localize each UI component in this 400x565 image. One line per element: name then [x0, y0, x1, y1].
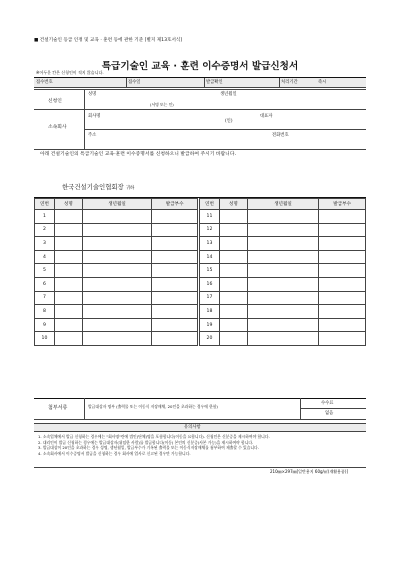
- company-section-label: 소속회사: [48, 125, 67, 130]
- notice-item: 3. 발급대상이 20인을 초과하는 경우 성명, 생년월일, 발급부수가 기록된 출력물 또는 이동식저장매체를 첨부하여 제출할 수 있습니다.: [38, 445, 259, 450]
- table-row: 10: [35, 332, 198, 346]
- company-address-field[interactable]: [100, 133, 265, 142]
- processing-period-label: 처리기간: [281, 80, 298, 85]
- applicant-section-label: 신청인: [48, 99, 62, 104]
- receipt-row: [34, 78, 366, 87]
- notice-item: 1. 소속업체에서 발급 신청하는 경우에는 "회사명"란에 법인(단체)명을 포함합니다(이동을 요합니다). 신청인은 신분증을 제시하여야 합니다.: [38, 434, 270, 439]
- table-row: 7: [35, 291, 198, 305]
- table-row: 1: [35, 210, 198, 224]
- col-header-serial: 연번: [200, 199, 220, 210]
- company-phone-label: 전화번호: [272, 133, 289, 138]
- col-header-name: 성명: [54, 199, 82, 210]
- col-header-serial: 연번: [35, 199, 55, 210]
- table-row: 9: [35, 318, 198, 332]
- company-seal-mark: (인): [225, 119, 233, 124]
- applicant-name-label: 성명: [88, 92, 97, 97]
- company-ceo-field[interactable]: [280, 114, 364, 123]
- addressee-suffix: 귀하: [125, 186, 135, 191]
- company-name-field[interactable]: [110, 114, 220, 123]
- processing-period-value: 즉시: [318, 80, 327, 85]
- receipt-number-label: 접수번호: [36, 80, 53, 85]
- applicant-table-left: [34, 198, 198, 346]
- company-address-label: 주소: [88, 133, 97, 138]
- paper-spec-footer: 210㎜×297㎜[일반용지 60g/㎡(재활용품)]: [270, 469, 349, 474]
- form-reference: ■ 건설기술인 등급 인정 및 교육 · 훈련 등에 관한 기준 [별지 제13호서식]: [34, 38, 183, 43]
- company-phone-field[interactable]: [298, 133, 364, 142]
- table-row: 12: [200, 223, 366, 237]
- notice-item: 2. 대리인이 발급 신청하는 경우에는 발급대상자(위임한 사람)를 발급합니다(이동) 본인의 신분증(사본 가능)을 제시하여야 합니다.: [38, 439, 254, 445]
- form-hint: ※어두운 칸은 신청인이 적지 않습니다.: [36, 70, 104, 75]
- fee-label: 수수료: [321, 401, 334, 406]
- receipt-date-label: 접수일: [128, 80, 141, 85]
- table-row: 17: [200, 291, 366, 305]
- addressee: 한국건설기술인협회장 귀하: [62, 183, 135, 191]
- table-row: 13: [200, 237, 366, 251]
- fee-value: 없음: [325, 411, 334, 416]
- col-header-name: 성명: [219, 199, 247, 210]
- table-row: 8: [35, 305, 198, 319]
- table-row: 14: [200, 250, 366, 264]
- form-title: 특급기술인 교육 · 훈련 이수증명서 발급신청서: [101, 61, 299, 72]
- applicant-name-field[interactable]: [120, 92, 215, 101]
- notice-list: [38, 434, 364, 456]
- table-row: 15: [200, 264, 366, 278]
- notice-item: 4. 소속회사에서 이수증명서 발급을 신청하는 경우 회사에 업사로 신고된 경우만 가능합니다.: [38, 450, 191, 456]
- table-row: 11: [200, 210, 366, 224]
- attachment-description: 발급대상자 명부 (출력물 또는 이동식 저장매체, 20인을 초과하는 경우에 한함): [88, 404, 218, 409]
- col-header-copies: 발급부수: [152, 199, 198, 210]
- applicant-table-right: [199, 198, 366, 346]
- company-ceo-label: 대표자: [260, 114, 273, 119]
- applicant-birth-field[interactable]: [248, 92, 363, 101]
- applicant-signature-hint: (서명 또는 인): [150, 102, 174, 107]
- applicant-birth-label: 생년월일: [220, 92, 237, 97]
- col-header-birth: 생년월일: [247, 199, 319, 210]
- request-statement: 아래 건설기술인의 특급기술인 교육·훈련 이수증명서를 신청하오니 발급하여 주시기 바랍니다.: [40, 152, 236, 157]
- table-row: 6: [35, 277, 198, 291]
- table-row: 3: [35, 237, 198, 251]
- table-row: 19: [200, 318, 366, 332]
- company-name-label: 회사명: [88, 114, 101, 119]
- table-row: 5: [35, 264, 198, 278]
- table-row: 4: [35, 250, 198, 264]
- table-row: 2: [35, 223, 198, 237]
- col-header-birth: 생년월일: [82, 199, 152, 210]
- table-row: 18: [200, 305, 366, 319]
- col-header-copies: 발급부수: [319, 199, 366, 210]
- table-row: 20: [200, 332, 366, 346]
- table-row: 16: [200, 277, 366, 291]
- notice-title: 유의사항: [184, 425, 201, 430]
- attachment-label: 첨부서류: [48, 405, 68, 411]
- issue-check-label: 발급확인: [206, 80, 223, 85]
